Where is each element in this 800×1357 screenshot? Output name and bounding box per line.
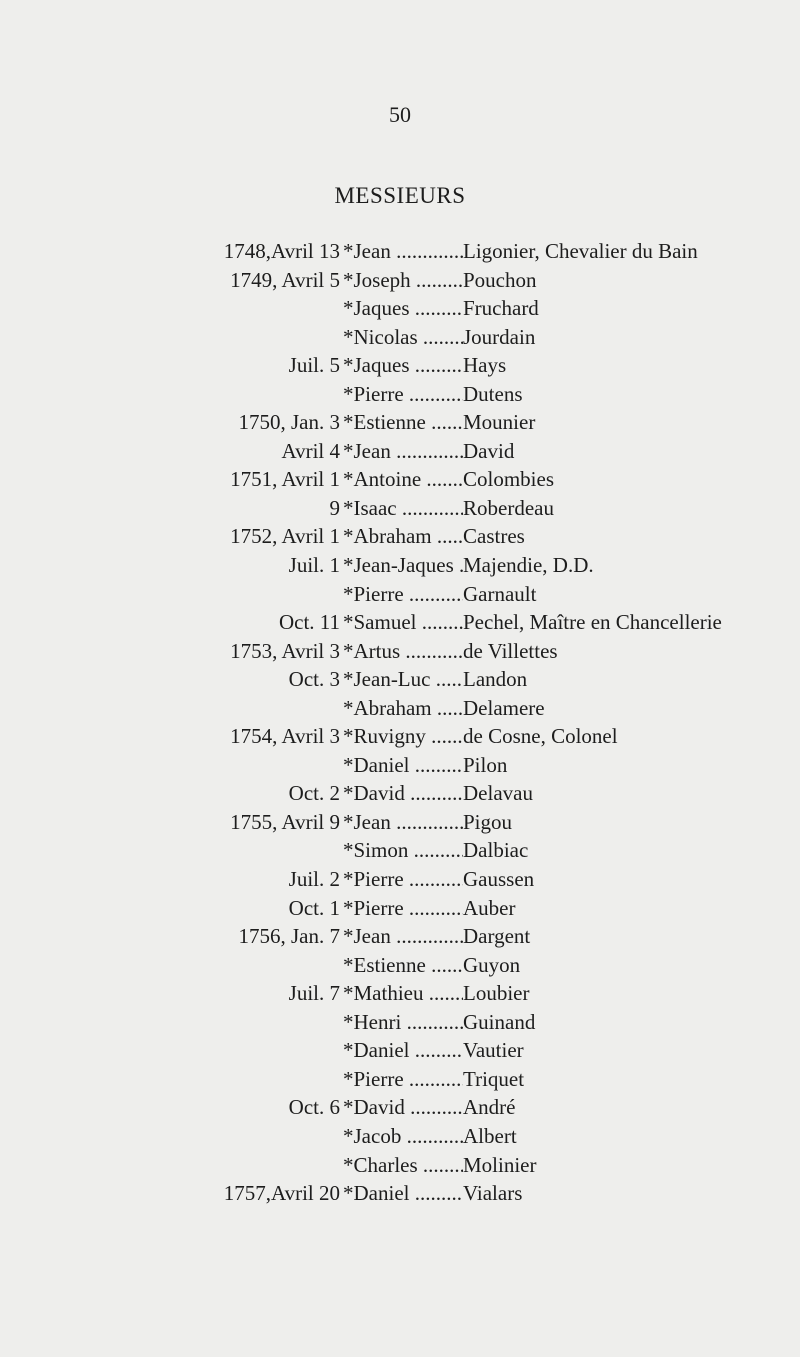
entry-surname: Vialars (463, 1179, 522, 1208)
entry-surname: Pilon (463, 751, 507, 780)
entry-surname: Fruchard (463, 294, 539, 323)
entry-given-name: *Jean ..... (343, 437, 463, 466)
entry-surname: Triquet (463, 1065, 524, 1094)
entry-surname: Landon (463, 665, 527, 694)
list-item (0, 637, 800, 666)
entry-date: 1755, Avril 9 (230, 809, 340, 834)
list-item (0, 580, 800, 609)
list-item (0, 437, 800, 466)
entry-surname: Pechel, Maître en Chancellerie (463, 608, 722, 637)
entry-given-name: *Jean ..... (343, 237, 463, 266)
entry-surname: Delavau (463, 779, 533, 808)
entry-given-name: *Estienne ..... (343, 951, 463, 980)
entry-given-name: *Isaac ..... (343, 494, 463, 523)
list-item (0, 551, 800, 580)
entry-date: Oct. 2 (288, 781, 340, 806)
entry-surname: de Cosne, Colonel (463, 722, 618, 751)
entry-surname: Loubier (463, 979, 529, 1008)
list-item (0, 1008, 800, 1037)
entry-date: Oct. 11 (278, 610, 340, 635)
list-item (0, 237, 800, 266)
entry-given-name: *Pierre ..... (343, 380, 463, 409)
list-item (0, 1093, 800, 1122)
entry-given-name: *Jean ..... (343, 808, 463, 837)
entry-given-name: *Abraham ..... (343, 694, 463, 723)
entry-date: Avril 4 (281, 438, 340, 463)
entry-date: Oct. 3 (288, 667, 340, 692)
list-item (0, 779, 800, 808)
entry-surname: Gaussen (463, 865, 534, 894)
entry-surname: Ligonier, Chevalier du Bain (463, 237, 698, 266)
entry-date: 1757,Avril 20 (223, 1181, 340, 1206)
list-item (0, 1122, 800, 1151)
list-item (0, 1036, 800, 1065)
member-list (0, 237, 800, 1208)
entry-surname: Jourdain (463, 323, 535, 352)
page-number: 50 (389, 102, 411, 127)
entry-date: Oct. 1 (288, 895, 340, 920)
entry-given-name: *Mathieu ..... (343, 979, 463, 1008)
entry-date: Juil. 1 (288, 553, 340, 578)
entry-given-name: *Pierre ..... (343, 1065, 463, 1094)
list-item (0, 894, 800, 923)
list-item (0, 1151, 800, 1180)
list-item (0, 1179, 800, 1208)
entry-date: 1748,Avril 13 (223, 239, 340, 263)
entry-surname: Vautier (463, 1036, 524, 1065)
entry-surname: Pouchon (463, 266, 537, 295)
entry-surname: André (463, 1093, 515, 1122)
entry-given-name: *Ruvigny ..... (343, 722, 463, 751)
entry-date: 1751, Avril 1 (230, 467, 340, 492)
page-heading: MESSIEURS (334, 183, 466, 208)
list-item (0, 665, 800, 694)
entry-surname: Dalbiac (463, 836, 528, 865)
list-item (0, 294, 800, 323)
entry-date: Juil. 2 (288, 867, 340, 892)
list-item (0, 351, 800, 380)
entry-date: Juil. 7 (288, 981, 340, 1006)
entry-given-name: *Simon ..... (343, 836, 463, 865)
entry-given-name: *Jean-Luc ..... (343, 665, 463, 694)
entry-given-name: *Abraham ..... (343, 522, 463, 551)
entry-surname: Castres (463, 522, 525, 551)
entry-given-name: *Joseph ..... (343, 266, 463, 295)
list-item (0, 266, 800, 295)
entry-surname: Albert (463, 1122, 517, 1151)
entry-given-name: *Nicolas ..... (343, 323, 463, 352)
entry-surname: Majendie, D.D. (463, 551, 594, 580)
entry-given-name: *Antoine ..... (343, 465, 463, 494)
list-item (0, 608, 800, 637)
entry-given-name: *Artus ..... (343, 637, 463, 666)
entry-surname: Guinand (463, 1008, 535, 1037)
entry-given-name: *Estienne ..... (343, 408, 463, 437)
entry-surname: Dargent (463, 922, 530, 951)
list-item (0, 808, 800, 837)
entry-date: 1749, Avril 5 (230, 267, 340, 292)
list-item (0, 1065, 800, 1094)
entry-surname: de Villettes (463, 637, 558, 666)
list-item (0, 380, 800, 409)
entry-given-name: *Jean ..... (343, 922, 463, 951)
list-item (0, 694, 800, 723)
entry-surname: David (463, 437, 514, 466)
entry-given-name: *David ..... (343, 779, 463, 808)
entry-surname: Delamere (463, 694, 545, 723)
entry-date: 1750, Jan. 3 (238, 410, 340, 435)
entry-surname: Guyon (463, 951, 520, 980)
list-item (0, 465, 800, 494)
entry-date: 1754, Avril 3 (230, 724, 340, 749)
list-item (0, 979, 800, 1008)
entry-given-name: *Daniel ..... (343, 1179, 463, 1208)
entry-given-name: *Daniel ..... (343, 751, 463, 780)
entry-surname: Hays (463, 351, 506, 380)
entry-given-name: *Henri ..... (343, 1008, 463, 1037)
entry-surname: Molinier (463, 1151, 537, 1180)
entry-given-name: *Jean-Jaques ..... (343, 551, 463, 580)
entry-surname: Garnault (463, 580, 536, 609)
entry-given-name: *David ..... (343, 1093, 463, 1122)
list-item (0, 522, 800, 551)
entry-date: Oct. 6 (288, 1095, 340, 1120)
entry-given-name: *Jaques ..... (343, 294, 463, 323)
entry-given-name: *Daniel ..... (343, 1036, 463, 1065)
entry-given-name: *Pierre ..... (343, 865, 463, 894)
list-item (0, 951, 800, 980)
list-item (0, 836, 800, 865)
list-item (0, 722, 800, 751)
list-item (0, 922, 800, 951)
list-item (0, 323, 800, 352)
entry-given-name: *Samuel ..... (343, 608, 463, 637)
list-item (0, 408, 800, 437)
entry-surname: Colombies (463, 465, 554, 494)
entry-date: 1753, Avril 3 (230, 638, 340, 663)
entry-date: 1752, Avril 1 (230, 524, 340, 549)
list-item (0, 494, 800, 523)
entry-surname: Auber (463, 894, 515, 923)
entry-given-name: *Charles ..... (343, 1151, 463, 1180)
entry-given-name: *Jacob ..... (343, 1122, 463, 1151)
entry-date: 1756, Jan. 7 (238, 924, 340, 949)
entry-given-name: *Pierre ..... (343, 894, 463, 923)
entry-given-name: *Jaques ..... (343, 351, 463, 380)
entry-surname: Dutens (463, 380, 523, 409)
entry-surname: Roberdeau (463, 494, 554, 523)
entry-given-name: *Pierre ..... (343, 580, 463, 609)
entry-surname: Pigou (463, 808, 512, 837)
list-item (0, 865, 800, 894)
entry-date: 9 (329, 495, 340, 520)
entry-date: Juil. 5 (288, 353, 340, 378)
list-item (0, 751, 800, 780)
entry-surname: Mounier (463, 408, 535, 437)
